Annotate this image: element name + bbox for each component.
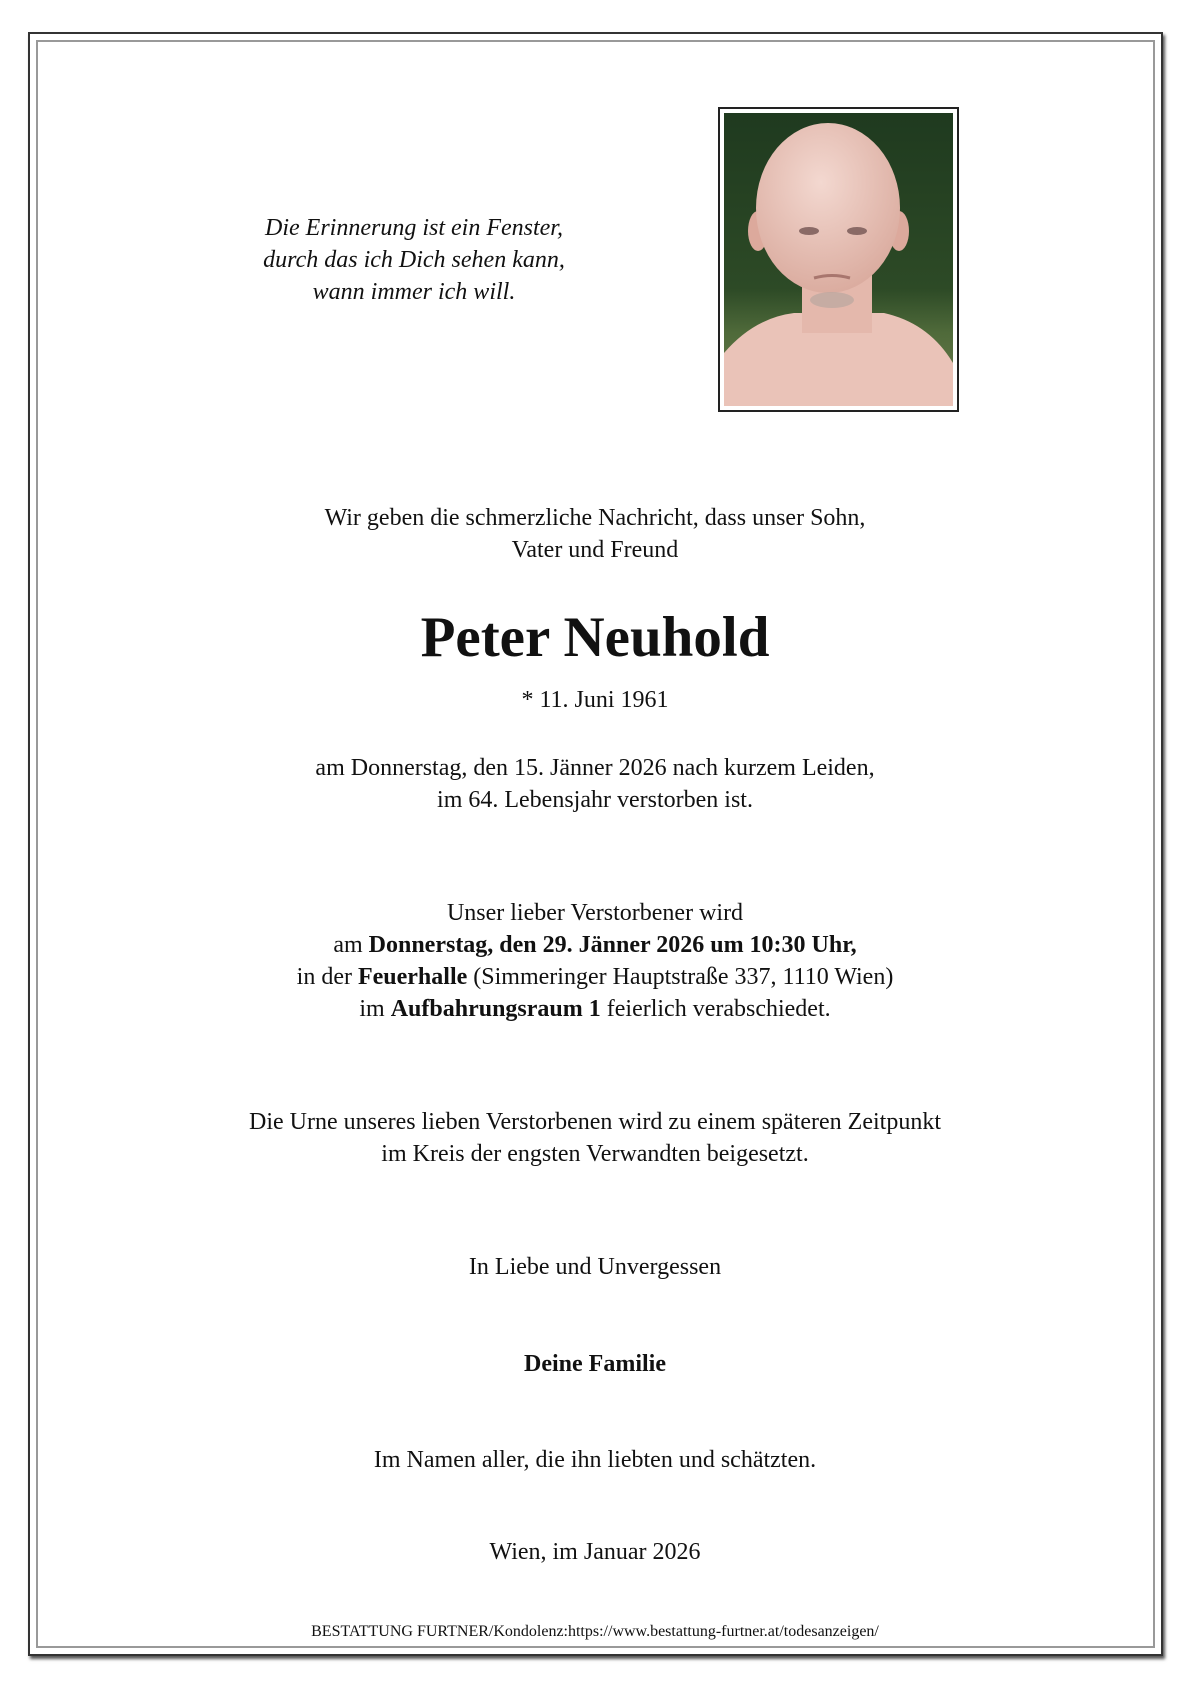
family-signature: Deine Familie xyxy=(524,1351,666,1377)
death-line: am Donnerstag, den 15. Jänner 2026 nach kurzem Leiden, xyxy=(315,755,875,781)
on-behalf-text: Im Namen aller, die ihn liebten und schätzten. xyxy=(373,1447,817,1473)
poem-line: wann immer ich will. xyxy=(312,279,516,305)
intro-line: Vater und Freund xyxy=(511,537,679,563)
place-date: Wien, im Januar 2026 xyxy=(489,1539,701,1565)
ceremony-location-line xyxy=(0,961,1190,993)
text: feierlich verabschiedet. xyxy=(600,996,831,1022)
portrait-photo xyxy=(718,107,959,412)
ceremony-line: Unser lieber Verstorbener wird xyxy=(446,900,744,926)
ceremony-date-line xyxy=(0,929,1190,961)
ceremony-room: Aufbahrungsraum 1 xyxy=(390,996,601,1022)
ceremony-address: (Simmeringer Hauptstraße 337, 1110 Wien) xyxy=(467,964,894,990)
ceremony-room-line xyxy=(0,993,1190,1025)
urn-line: Die Urne unseres lieben Verstorbenen wird zu einem späteren Zeitpunkt xyxy=(249,1109,941,1135)
urn-line: im Kreis der engsten Verwandten beigesetzt. xyxy=(381,1141,809,1167)
funeral-home-footer: BESTATTUNG FURTNER/Kondolenz:https://www.bestattung-furtner.at/todesanzeigen/ xyxy=(311,1623,879,1640)
poem-line: durch das ich Dich sehen kann, xyxy=(263,247,565,273)
deceased-name: Peter Neuhold xyxy=(420,606,770,669)
ceremony-datetime: Donnerstag, den 29. Jänner 2026 um 10:30 Uhr, xyxy=(368,932,857,958)
intro-line: Wir geben die schmerzliche Nachricht, dass unser Sohn, xyxy=(324,505,866,531)
death-line: im 64. Lebensjahr verstorben ist. xyxy=(437,787,753,813)
text: in der xyxy=(296,964,358,990)
ceremony-venue: Feuerhalle xyxy=(357,964,468,990)
text: im xyxy=(359,996,391,1022)
text: am xyxy=(333,932,369,958)
memorial-poem xyxy=(214,212,614,308)
birth-date: * 11. Juni 1961 xyxy=(521,687,669,713)
poem-line: Die Erinnerung ist ein Fenster, xyxy=(265,215,563,241)
closing-text: In Liebe und Unvergessen xyxy=(468,1254,722,1280)
